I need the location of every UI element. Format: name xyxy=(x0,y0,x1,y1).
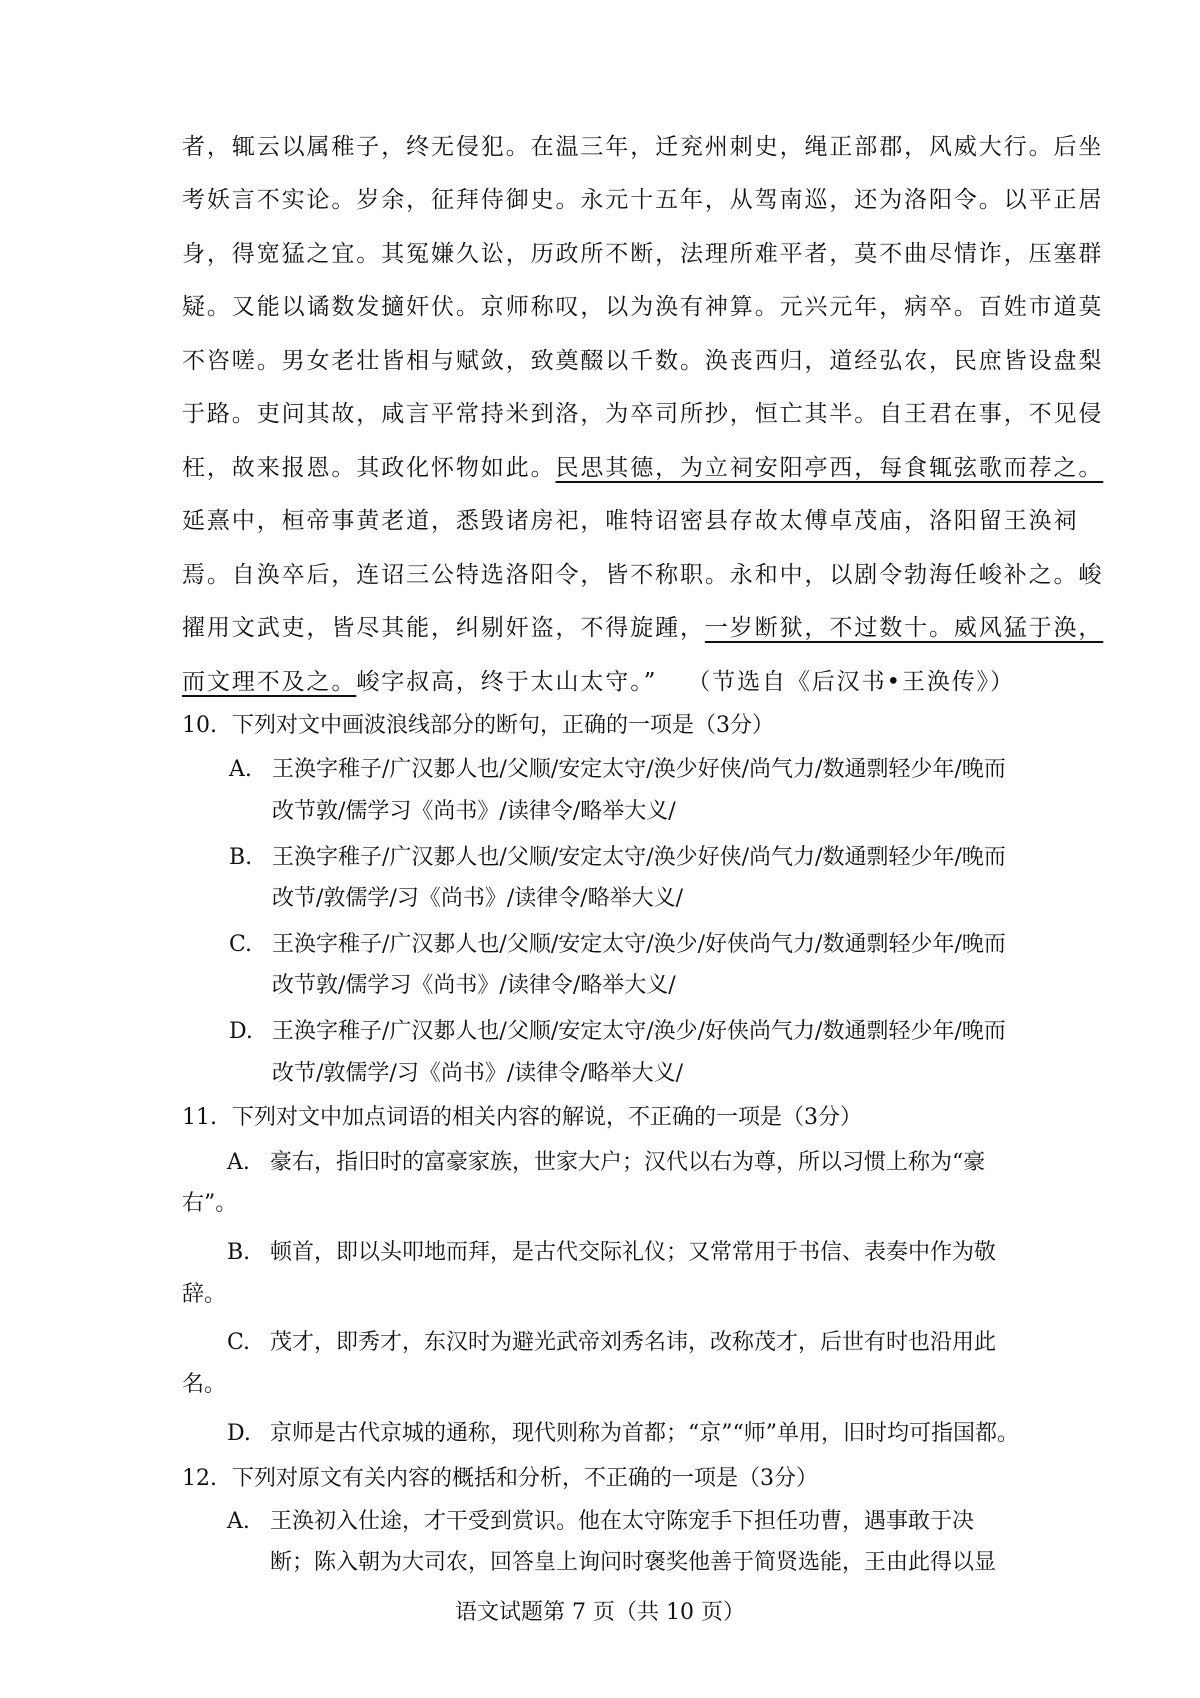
passage-line: 于路。吏问其故，咸言平常持米到洛，为卒司所抄，恒亡其半。自王君在事，不见侵 xyxy=(182,401,1104,427)
passage-text: 枉，故来报恩。其政化怀物如此。 xyxy=(182,455,556,481)
option-text: 京师是古代京城的通称，现代则称为首都；“京”“师”单用，旧时均可指国都。 xyxy=(270,1421,1019,1446)
option-text: 断；陈入朝为大司农，回答皇上询问时褒奖他善于简贤选能，王由此得以显 xyxy=(270,1550,997,1575)
option-letter: A. xyxy=(229,757,252,782)
option-text: 名。 xyxy=(182,1372,227,1397)
option-text: 改节/敦儒学/习《尚书》/读律令/略举大义/ xyxy=(272,1061,684,1086)
option-letter: A. xyxy=(227,1150,250,1175)
option-letter: D. xyxy=(229,1019,253,1044)
passage-line: 考妖言不实论。岁余，征拜侍御史。永元十五年，从驾南巡，还为洛阳令。以平正居 xyxy=(182,187,1104,213)
question-number: 12. xyxy=(182,1466,217,1491)
passage-line: 身，得宽猛之宜。其冤嫌久讼，历政所不断，法理所难平者，莫不曲尽情诈，压塞群 xyxy=(182,241,1104,267)
source-citation: （节选自《后汉书•王涣传》） xyxy=(687,669,1015,695)
page-footer: 语文试题第 7 页（共 10 页） xyxy=(455,1600,745,1625)
passage-line: 延熹中，桓帝事黄老道，悉毁诸房祀，唯特诏密县存故太傅卓茂庙，洛阳留王涣祠 xyxy=(182,508,1079,534)
option-text: 豪右，指旧时的富豪家族，世家大户；汉代以右为尊，所以习惯上称为“豪 xyxy=(270,1150,986,1175)
underlined-sentence: 民思其德，为立祠安阳亭西，每食辄弦歌而荐之。 xyxy=(555,455,1104,481)
question-stem: 下列对文中画波浪线部分的断句，正确的一项是（3分） xyxy=(232,713,774,738)
passage-line: 焉。自涣卒后，连诏三公特选洛阳令，皆不称职。永和中，以剧令勃海任峻补之。峻 xyxy=(182,562,1104,588)
passage-text: 擢用文武吏，皆尽其能，纠剔奸盗，不得旋踵， xyxy=(182,615,705,641)
option-letter: D. xyxy=(227,1421,251,1446)
question-stem: 下列对原文有关内容的概括和分析，不正确的一项是（3分） xyxy=(232,1466,818,1491)
option-text: 王涣字稚子/广汉郪人也/父顺/安定太守/涣少/好侠尚气力/数通剽轻少年/晚而 xyxy=(272,1019,1006,1044)
underlined-sentence: 而文理不及之。 xyxy=(182,669,357,695)
question-stem: 下列对文中加点词语的相关内容的解说，不正确的一项是（3分） xyxy=(232,1105,862,1130)
question-number: 11. xyxy=(182,1105,217,1130)
option-text: 辞。 xyxy=(182,1282,227,1307)
option-letter: B. xyxy=(229,845,253,870)
option-letter: A. xyxy=(227,1509,250,1534)
option-text: 王涣字稚子/广汉郪人也/父顺/安定太守/涣少/好侠尚气力/数通剽轻少年/晚而 xyxy=(272,932,1006,957)
option-text: 顿首，即以头叩地而拜，是古代交际礼仪；又常常用于书信、表奏中作为敬 xyxy=(270,1240,997,1265)
passage-line: 者，辄云以属稚子，终无侵犯。在温三年，迁兖州刺史，绳正部郡，风威大行。后坐 xyxy=(182,134,1104,160)
option-letter: C. xyxy=(227,1330,251,1355)
passage-text: 峻字叔高，终于太山太守。” xyxy=(356,669,658,695)
option-text: 王涣初入仕途，才干受到赏识。他在太守陈宠手下担任功曹，遇事敢于决 xyxy=(270,1509,975,1534)
passage-line xyxy=(182,613,1103,643)
option-text: 右”。 xyxy=(182,1191,238,1216)
option-text: 茂才，即秀才，东汉时为避光武帝刘秀名讳，改称茂才，后世有时也沿用此 xyxy=(270,1330,997,1355)
option-text: 改节敦/儒学习《尚书》/读律令/略举大义/ xyxy=(272,799,676,824)
option-text: 王涣字稚子/广汉郪人也/父顺/安定太守/涣少好侠/尚气力/数通剽轻少年/晚而 xyxy=(272,757,1006,782)
option-letter: B. xyxy=(227,1240,251,1265)
option-text: 改节/敦儒学/习《尚书》/读律令/略举大义/ xyxy=(272,886,684,911)
underlined-sentence: 一岁断狱，不过数十。威风猛于涣， xyxy=(704,615,1104,641)
option-text: 改节敦/儒学习《尚书》/读律令/略举大义/ xyxy=(272,973,676,998)
passage-line: 不咨嗟。男女老壮皆相与赋敛，致奠醊以千数。涣丧西归，道经弘农，民庶皆设盘梨 xyxy=(182,348,1104,374)
passage-line xyxy=(182,453,1103,483)
question-number: 10. xyxy=(182,713,217,738)
passage-line xyxy=(182,667,1015,697)
passage-line: 疑。又能以谲数发擿奸伏。京师称叹，以为涣有神算。元兴元年，病卒。百姓市道莫 xyxy=(182,294,1104,320)
option-text: 王涣字稚子/广汉郪人也/父顺/安定太守/涣少好侠/尚气力/数通剽轻少年/晚而 xyxy=(272,845,1006,870)
option-letter: C. xyxy=(229,932,253,957)
